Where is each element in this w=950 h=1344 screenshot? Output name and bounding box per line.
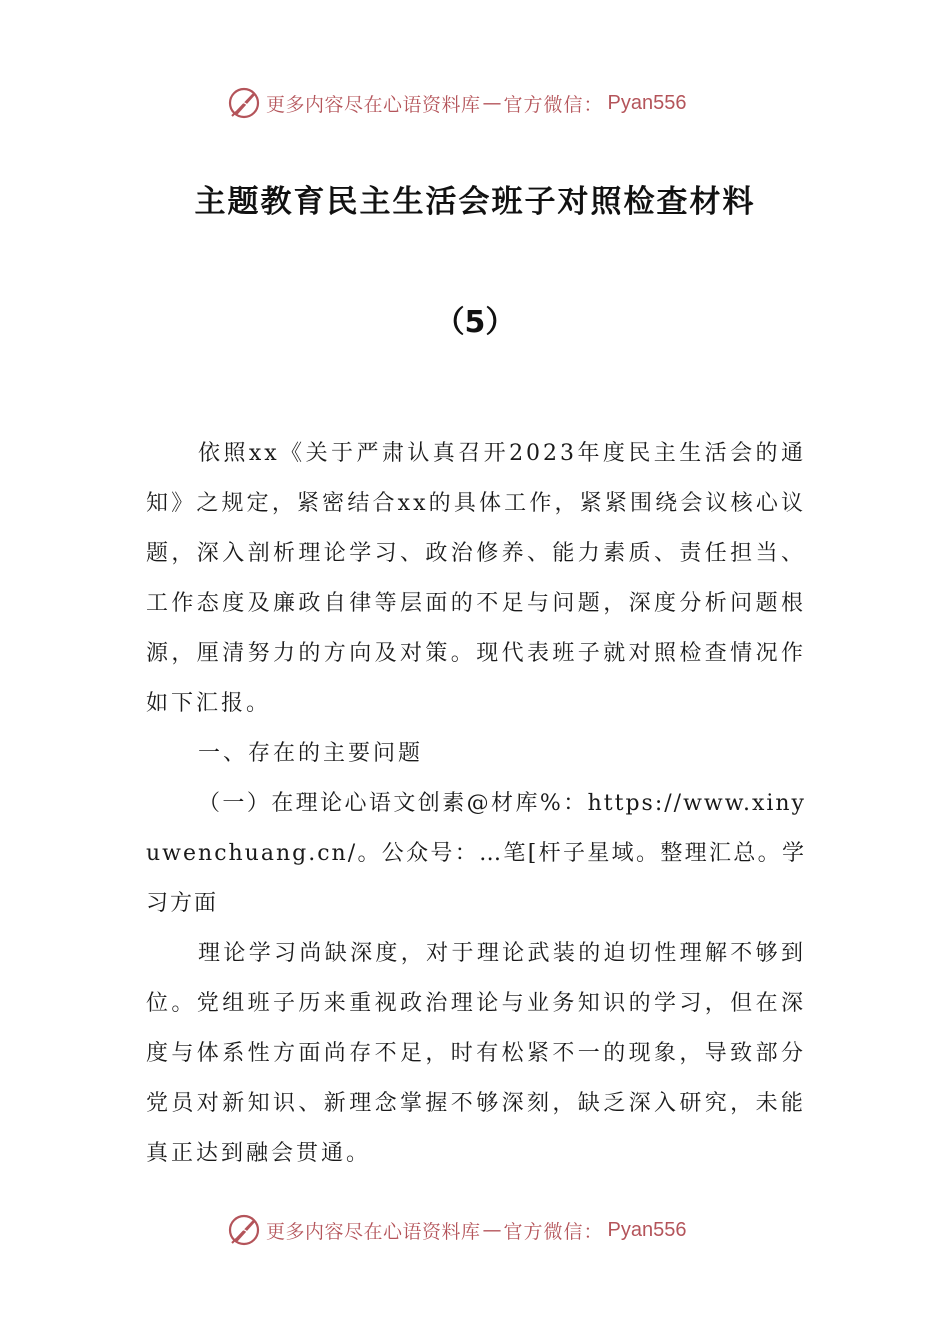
footer-banner: [226, 1210, 687, 1250]
body-paragraph: 理论学习尚缺深度，对于理论武装的迫切性理解不够到位。党组班子历来重视政治理论与业务知识的学习，但在深度与体系性方面尚存不足，时有松紧不一的现象，导致部分党员对新知识、新理念掌握不够深刻，缺乏深入研究，未能真正达到融会贯通。: [146, 941, 806, 1166]
banner-wechat-id: Pyan556: [607, 1218, 687, 1241]
quill-logo-icon: [226, 1212, 262, 1248]
header-banner: [226, 83, 687, 123]
quill-logo-icon: [226, 85, 262, 121]
banner-dash: —: [482, 1219, 502, 1241]
banner-official-label: 官方微信：: [503, 93, 604, 116]
banner-dash: —: [482, 92, 502, 114]
document-title: 主题教育民主生活会班子对照检查材料: [194, 184, 756, 220]
banner-official-label: 官方微信：: [503, 1220, 604, 1243]
banner-brand-text: 更多内容尽在心语资料库: [266, 1220, 481, 1243]
banner-brand-text: 更多内容尽在心语资料库: [266, 93, 481, 116]
section-heading: 一、存在的主要问题: [198, 741, 424, 766]
banner-wechat-id: Pyan556: [607, 91, 687, 114]
document-body: [146, 429, 806, 1179]
intro-paragraph: 依照xx《关于严肃认真召开2023年度民主生活会的通知》之规定，紧密结合xx的具体工作，紧紧围绕会议核心议题，深入剖析理论学习、政治修养、能力素质、责任担当、工作态度及廉政自律等层面的不足与问题，深度分析问题根源，厘清努力的方向及对策。现代表班子就对照检查情况作如下汇报。: [146, 441, 806, 716]
document-subtitle: （5）: [434, 305, 516, 340]
subsection-heading: （一）在理论心语文创素@材库%：https://www.xinyuwenchuang.cn/。公众号：…笔[杆子星域。整理汇总。学习方面: [146, 791, 806, 916]
